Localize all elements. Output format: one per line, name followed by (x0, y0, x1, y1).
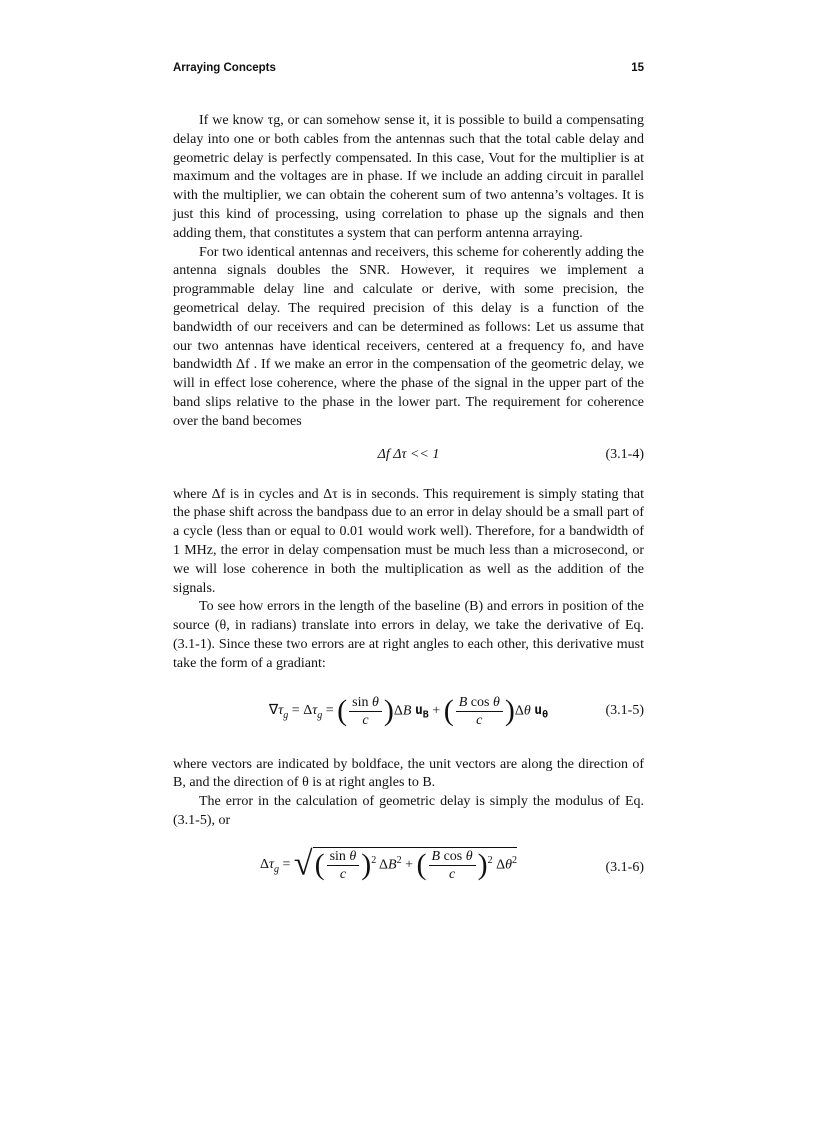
paragraph-6: The error in the calculation of geometric delay is simply the modulus of Eq. (3.1-5), or (173, 794, 644, 828)
equation-number: (3.1-4) (605, 446, 644, 462)
equation-3-1-5 (173, 684, 644, 744)
body-text (173, 112, 644, 913)
paragraph-3: where Δf is in cycles and Δτ is in seconds. This requirement is simply stating that the phase shift across the bandpass due to an error in delay should be a small part of a cycle (less than or equal to 0.01 would work well). Therefore, for a bandwidth of 1 MHz, the error in delay compensation must be much less than a microsecond, or we will lose coherence in both the multiplication as well as the addition of the signals. (173, 486, 644, 596)
equation-3-1-6 (173, 841, 644, 901)
chapter-title: Arraying Concepts (173, 62, 276, 74)
equation-3-1-4 (173, 442, 644, 474)
running-header (173, 62, 644, 74)
page-number: 15 (631, 62, 644, 74)
paragraph-2: For two identical antennas and receivers, this scheme for coherently adding the antenna signals doubles the SNR. However, it requires we implement a programmable delay line and calculate or derive, with some precision, the geometrical delay. The required precision of this delay is a function of the bandwidth of our receivers and can be determined as follows: Let us assume that our two antennas have identical receivers, centered at a frequency fo, and have bandwidth Δf . If we make an error in the compensation of the geometric delay, we will in effect lose coherence, where the phase of the signal in the upper part of the band slips relative to the phase in the lower part. The requirement for coherence over the band becomes (173, 244, 644, 429)
paragraph-4: To see how errors in the length of the baseline (B) and errors in position of the source (θ, in radians) translate into errors in delay, we take the derivative of Eq. (3.1-1). Since these two errors are at right angles to each other, this derivative must take the form of a gradiant: (173, 599, 644, 671)
equation-number: (3.1-6) (605, 859, 644, 875)
paragraph-1: If we know τg, or can somehow sense it, it is possible to build a compensating delay into one or both cables from the antennas such that the total cable delay and geometric delay is perfectly compensated. In this case, Vout for the multiplier is at maximum and the voltages are in phase. If we include an adding circuit in parallel with the multiplier, we can obtain the coherent sum of two antenna’s voltages. It is just this kind of processing, using correlation to phase up the signals and then adding them, that constitutes a system that can perform antenna arraying. (173, 113, 644, 241)
equation-expression: $\Delta\tau_g$ = √( $\frac{\text{sin θ}}{c}$ )$^2$ $\Delta B^2$ + ( $\frac{\text{B cos θ}}{c}$ )$^2$ $\Delta\theta^2$ (259, 845, 518, 883)
equation-expression: $\nabla\tau_g = \Delta\tau_g$ = ( $\frac{\text{sin θ}}{c}$ )ΔB $u_B$ + ( $\frac{\text{B cos θ}}{c}$ )Δθ $u_\theta$ (268, 693, 549, 728)
equation-expression: Δf Δτ << 1 (377, 446, 440, 462)
paragraph-5: where vectors are indicated by boldface, the unit vectors are along the direction of B, and the direction of θ is at right angles to B. (173, 756, 644, 791)
equation-number: (3.1-5) (605, 702, 644, 718)
